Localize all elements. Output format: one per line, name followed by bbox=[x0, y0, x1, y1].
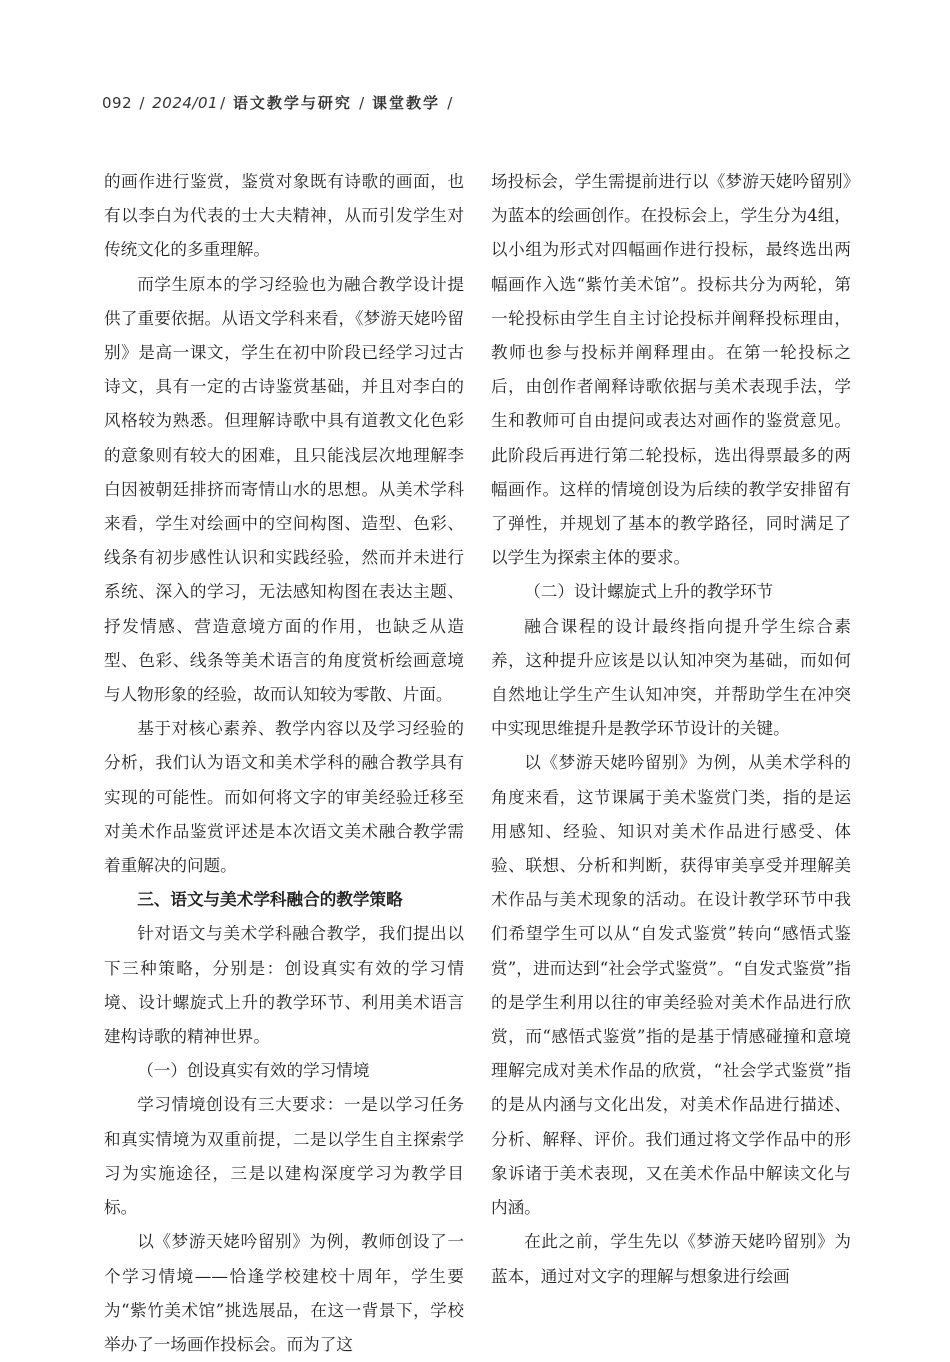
paragraph: 的画作进行鉴赏，鉴赏对象既有诗歌的画面，也有以李白为代表的士大夫精神，从而引发学生对传统文化的多重理解。 bbox=[104, 172, 464, 260]
paragraph: 基于对核心素养、教学内容以及学习经验的分析，我们认为语文和美术学科的融合教学具有实现的可能性。而如何将文字的审美经验迁移至对美术作品鉴赏评述是本次语文美术融合教学需着重解决的问题。 bbox=[104, 719, 464, 876]
right-column bbox=[491, 165, 851, 1294]
subsection-heading: （一）创设真实有效的学习情境 bbox=[137, 1061, 370, 1081]
paragraph: 而学生原本的学习经验也为融合教学设计提供了重要依据。从语文学科来看，《梦游天姥吟留别》是高一课文，学生在初中阶段已经学习过古诗文，具有一定的古诗鉴赏基础，并且对李白的风格较为熟悉。但理解诗歌中具有道教文化色彩的意象则有较大的困难，且只能浅层次地理解李白因被朝廷排挤而寄情山水的思想。从美术学科来看，学生对绘画中的空间构图、造型、色彩、线条有初步感性认识和实践经验，然而并未进行系统、深入的学习，无法感知构图在表达主题、抒发情感、营造意境方面的作用，也缺乏从造型、色彩、线条等美术语言的角度赏析绘画意境与人物形象的经验，故而认知较为零散、片面。 bbox=[104, 274, 464, 705]
subsection-heading: （二）设计螺旋式上升的教学环节 bbox=[524, 582, 774, 602]
running-header: 092 / 2024/01 / 语文教学与研究 / 课堂教学 / bbox=[102, 94, 453, 112]
section-heading: 三、语文与美术学科融合的教学策略 bbox=[137, 890, 403, 910]
paragraph: 针对语文与美术学科融合教学，我们提出以下三种策略，分别是：创设真实有效的学习情境、设计螺旋式上升的教学环节、利用美术语言建构诗歌的精神世界。 bbox=[104, 924, 464, 1047]
paragraph: 场投标会，学生需提前进行以《梦游天姥吟留别》为蓝本的绘画创作。在投标会上，学生分为4组，以小组为形式对四幅画作进行投标，最终选出两幅画作入选“紫竹美术馆”。投标共分为两轮，第一轮投标由学生自主讨论投标并阐释投标理由，教师也参与投标并阐释理由。在第一轮投标之后，由创作者阐释诗歌依据与美术表现手法，学生和教师可自由提问或表达对画作的鉴赏意见。此阶段后再进行第二轮投标，选出得票最多的两幅画作。这样的情境创设为后续的教学安排留有了弹性，并规划了基本的教学路径，同时满足了以学生为探索主体的要求。 bbox=[491, 172, 851, 568]
page-number: 092 bbox=[102, 94, 133, 112]
paragraph: 融合课程的设计最终指向提升学生综合素养，这种提升应该是以认知冲突为基础，而如何自然地让学生产生认知冲突，并帮助学生在冲突中实现思维提升是教学环节设计的关键。 bbox=[491, 616, 851, 739]
paragraph: 在此之前，学生先以《梦游天姥吟留别》为蓝本，通过对文字的理解与想象进行绘画 bbox=[491, 1232, 851, 1286]
section-title: 课堂教学 bbox=[372, 94, 441, 112]
left-column bbox=[104, 165, 464, 1362]
issue-number: 2024/01 bbox=[152, 94, 219, 112]
paragraph: 以《梦游天姥吟留别》为例，教师创设了一个学习情境——恰逢学校建校十周年，学生要为“紫竹美术馆”挑选展品，在这一背景下，学校举办了一场画作投标会。而为了这 bbox=[104, 1232, 464, 1354]
paragraph: 以《梦游天姥吟留别》为例，从美术学科的角度来看，这节课属于美术鉴赏门类，指的是运用感知、经验、知识对美术作品进行感受、体验、联想、分析和判断，获得审美享受并理解美术作品与美术现象的活动。在设计教学环节中我们希望学生可以从“自发式鉴赏”转向“感悟式鉴赏”，进而达到“社会学式鉴赏”。“自发式鉴赏”指的是学生利用以往的审美经验对美术作品进行欣赏，而“感悟式鉴赏”指的是基于情感碰撞和意境理解完成对美术作品的欣赏，“社会学式鉴赏”指的是从内涵与文化出发，对美术作品进行描述、分析、解释、评价。我们通过将文学作品中的形象诉诸于美术表现，又在美术作品中解读文化与内涵。 bbox=[491, 753, 851, 1218]
paragraph: 学习情境创设有三大要求：一是以学习任务和真实情境为双重前提，二是以学生自主探索学习为实施途径，三是以建构深度学习为教学目标。 bbox=[104, 1095, 464, 1218]
journal-title: 语文教学与研究 bbox=[232, 94, 352, 112]
